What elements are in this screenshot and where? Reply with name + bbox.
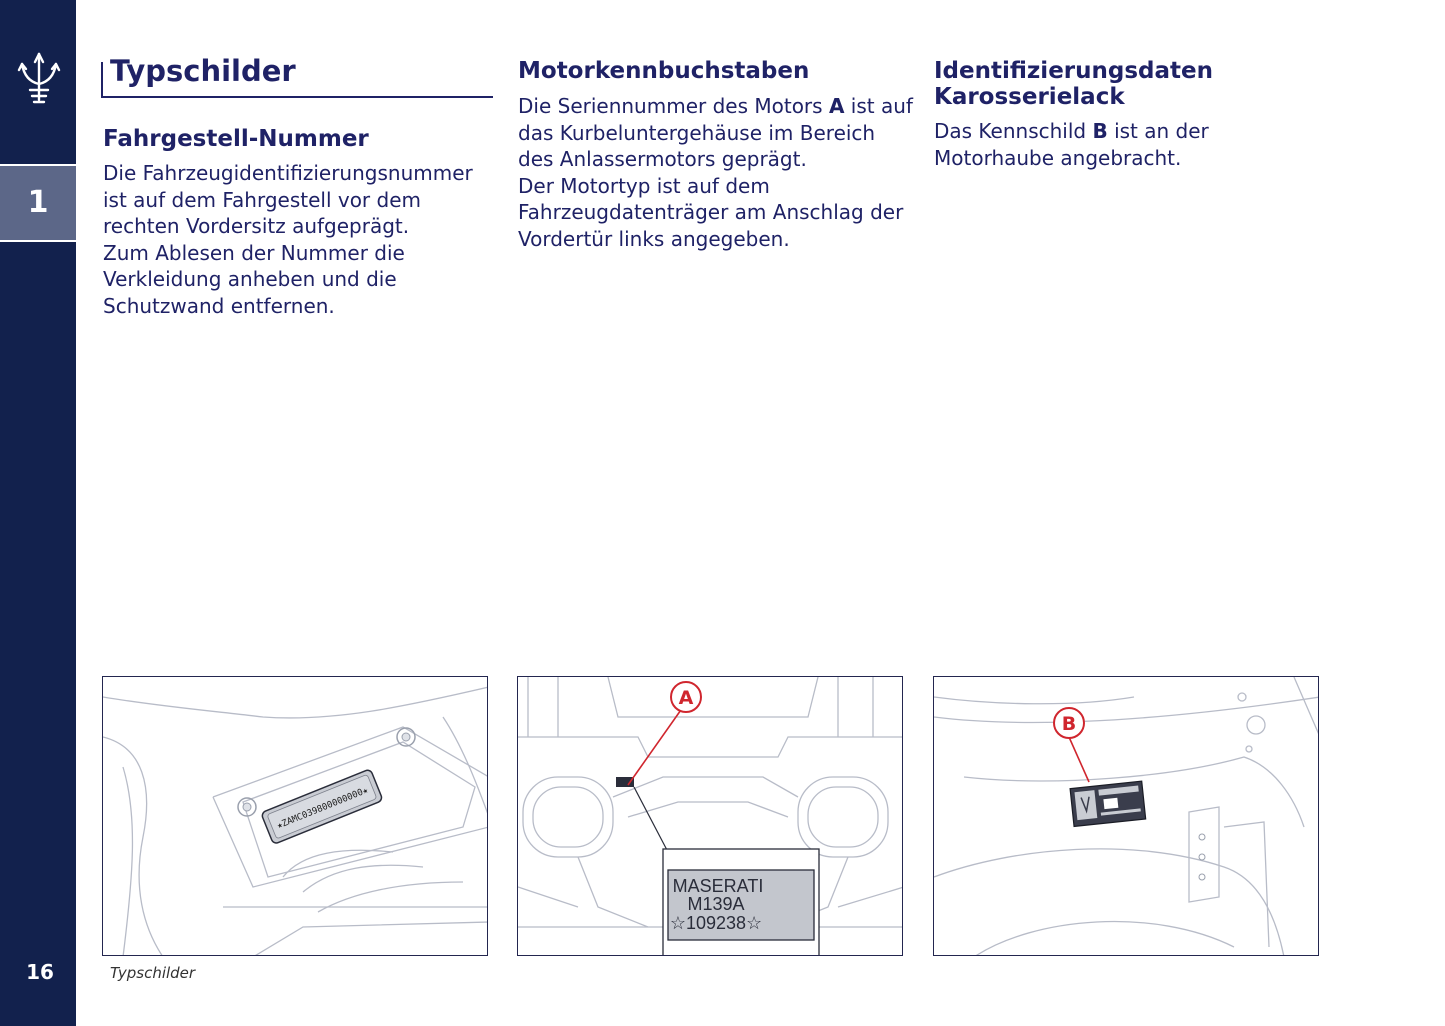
- figure-vin-plate: [102, 676, 488, 956]
- figure-caption: Typschilder: [110, 964, 196, 982]
- hood-illustration: [934, 677, 1319, 956]
- text-line: Schutzwand entfernen.: [103, 293, 335, 318]
- text-span: Das Kennschild: [934, 119, 1093, 143]
- figure-body-plate: [933, 676, 1319, 956]
- vin-number: ★ZAMC039800000000★: [275, 785, 370, 832]
- text-span: ist an der: [1107, 119, 1209, 143]
- label-a-ref: A: [828, 94, 845, 118]
- engine-plate-line-3: ☆109238☆: [669, 913, 763, 933]
- text-line: Der Motortyp ist auf dem: [518, 173, 770, 198]
- chapter-tab[interactable]: 1: [0, 164, 76, 242]
- text-line: Vordertür links angegeben.: [518, 226, 790, 251]
- heading-motor: Motorkennbuchstaben: [518, 58, 810, 84]
- text-line: Zum Ablesen der Nummer die: [103, 240, 405, 265]
- label-b-ref: B: [1092, 119, 1108, 143]
- text-line: Verkleidung anheben und die: [103, 267, 397, 291]
- section-title: Typschilder: [110, 54, 296, 88]
- text-karosserie: [934, 118, 1209, 171]
- heading-line: Karosserielack: [934, 84, 1125, 110]
- text-line: rechten Vordersitz aufgeprägt.: [103, 214, 410, 238]
- heading-line: Identifizierungsdaten: [934, 58, 1213, 84]
- engine-plate-line-1: MASERATI: [672, 876, 764, 896]
- engine-plate-line-2: M139A: [687, 894, 745, 914]
- paint-id-plate: [1070, 781, 1146, 826]
- text-line: das Kurbeluntergehäuse im Bereich: [518, 120, 876, 145]
- text-line: ist auf dem Fahrgestell vor dem: [103, 187, 421, 212]
- text-line: [518, 93, 913, 120]
- text-fahrgestell: [103, 160, 473, 319]
- heading-fahrgestell: Fahrgestell-Nummer: [103, 126, 369, 152]
- text-line: [934, 118, 1209, 145]
- heading-karosserie: [934, 58, 1213, 110]
- page-number: 16: [26, 960, 54, 984]
- text-span: ist auf: [844, 94, 913, 118]
- text-line: Fahrzeugdatenträger am Anschlag der: [518, 200, 904, 224]
- text-line: des Anlassermotors geprägt.: [518, 147, 807, 171]
- text-motor: [518, 93, 913, 252]
- figure-engine-plate: [517, 676, 903, 956]
- trident-icon: [16, 50, 62, 108]
- text-span: Die Seriennummer des Motors: [518, 94, 829, 118]
- engine-plate-marker: [616, 777, 634, 787]
- callout-b-label: B: [1061, 713, 1077, 735]
- engine-illustration: [518, 677, 903, 956]
- text-line: Motorhaube angebracht.: [934, 145, 1182, 170]
- text-line: Die Fahrzeugidentifizierungsnummer: [103, 161, 473, 185]
- callout-a-label: A: [678, 687, 694, 709]
- sidebar: [0, 0, 76, 1026]
- vin-illustration: [103, 677, 488, 956]
